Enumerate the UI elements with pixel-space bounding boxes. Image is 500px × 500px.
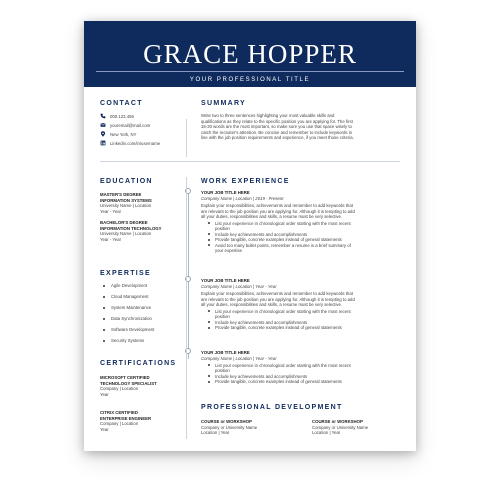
certification-detail: Company | Location [100, 386, 139, 391]
job-bullet-text: position [215, 368, 230, 373]
job-description: all your duties, responsibilities and skills, a resume must be very selective. [201, 214, 343, 219]
course-meta: Location | Year [201, 430, 230, 435]
job-bullet [208, 239, 210, 241]
job-description: all your duties, responsibilities and skills, a resume must be very selective. [201, 302, 343, 307]
professional-development-heading: PROFESSIONAL DEVELOPMENT [201, 404, 343, 411]
job-meta: Company Name | Location | Year - Year [201, 356, 277, 361]
expertise-item: System Maintenance [111, 305, 152, 310]
certification-detail: Year [100, 391, 109, 397]
job-meta: Company Name | Location | Year - Year [201, 284, 277, 289]
course-title: COURSE or WORKSHOP [201, 419, 252, 424]
resume-page [84, 21, 416, 451]
job-title: YOUR JOB TITLE HERE [201, 278, 250, 283]
job-description: are relevant to the job position you are applying for. Although it is tempting to add [201, 296, 355, 302]
course-org: Company or University Name [201, 424, 258, 430]
job-bullet [208, 364, 210, 366]
job-bullet-text: Provide tangible, concrete examples instead of general statements [215, 379, 342, 384]
degree-title: INFORMATION TECHNOLOGY [100, 225, 162, 231]
expertise-heading: EXPERTISE [100, 270, 151, 277]
linkedin-icon [100, 140, 106, 146]
certification-title: CITRIX CERTIFIED [100, 410, 138, 415]
job-bullet [208, 327, 210, 329]
expertise-item: Agile Development [111, 283, 148, 288]
contact-heading: CONTACT [100, 100, 143, 107]
header-divider [96, 71, 404, 72]
contact-phone[interactable]: 000.123.456 [110, 114, 134, 119]
job-bullet [208, 375, 210, 377]
certification-title: MICROSOFT CERTIFIED [100, 375, 150, 380]
professional-title: YOUR PROFESSIONAL TITLE [189, 77, 311, 83]
job-title: YOUR JOB TITLE HERE [201, 350, 250, 355]
expertise-bullet [103, 318, 105, 320]
certification-detail: Year [100, 426, 109, 432]
contact-email[interactable]: youremail@mail.com [110, 123, 151, 128]
certification-detail: Company | Location [100, 421, 139, 426]
contact-location: New York, NY [110, 132, 137, 137]
degree-detail: University Name | Location [100, 231, 152, 236]
summary-line: line with the job position requirements and experience, if you meet those criteria. [201, 135, 354, 140]
job-bullet-text: List your experience in chronological order starting with the most recent [215, 220, 351, 226]
job-description: Explain your responsibilities, achievements and remember to add keywords that [201, 203, 353, 208]
certifications-heading: CERTIFICATIONS [100, 360, 177, 367]
resume-header [84, 21, 416, 87]
course-meta: Location | Year [312, 430, 341, 435]
expertise-bullet [103, 307, 105, 309]
job-bullet-text: Provide tangible, concrete examples instead of general statements [215, 237, 342, 242]
job-bullet-text: List your experience in chronological order starting with the most recent [215, 308, 351, 314]
contact-linkedin[interactable]: Linkedin.com/in/username [110, 141, 161, 146]
job-bullet [208, 310, 210, 312]
job-bullet [208, 233, 210, 235]
job-bullet [208, 321, 210, 323]
degree-detail: Year - Year [100, 208, 122, 214]
expertise-item: Cloud Management [111, 294, 149, 299]
job-bullet-text: Include key achievements and accomplishments [215, 319, 308, 325]
job-bullet-text: position [215, 314, 230, 319]
certification-title: TECHNOLOGY SPECIALIST [100, 380, 157, 386]
degree-detail: University Name | Location [100, 203, 152, 208]
job-bullet-text: Include key achievements and accomplishments [215, 373, 308, 379]
job-bullet-text: Include key achievements and accomplishments [215, 231, 308, 237]
degree-detail: Year - Year [100, 236, 122, 242]
expertise-item: Security Systems [111, 338, 145, 343]
work-experience-heading: WORK EXPERIENCE [201, 178, 290, 185]
expertise-item: Software Development [111, 327, 155, 332]
degree-title: INFORMATION SYSTEMS [100, 197, 152, 203]
degree-title: MASTER'S DEGREE [100, 192, 142, 197]
summary-divider [186, 119, 187, 157]
course-org: Company or University Name [312, 424, 369, 430]
expertise-item: Data Synchronization [111, 316, 152, 321]
summary-line: catch the recruiter's attention. Be concise and remember to include keywords in [201, 129, 353, 135]
summary-heading: SUMMARY [201, 100, 247, 107]
job-bullet [208, 381, 210, 383]
expertise-bullet [103, 296, 105, 298]
job-bullet-text: your expertise [215, 248, 242, 253]
job-meta: Company Name | Location | 2019 - Present [201, 196, 284, 201]
expertise-bullet [103, 340, 105, 342]
job-bullet [208, 222, 210, 224]
job-bullet-text: position [215, 226, 230, 231]
job-bullet-text: Provide tangible, concrete examples instead of general statements [215, 325, 342, 330]
section-divider [100, 161, 400, 162]
course-title: COURSE or WORKSHOP [312, 419, 363, 424]
job-title: YOUR JOB TITLE HERE [201, 190, 250, 195]
education-heading: EDUCATION [100, 178, 153, 185]
work-timeline-line [188, 189, 189, 359]
degree-title: BACHELOR'S DEGREE [100, 220, 148, 225]
job-bullet-text: List your experience in chronological order starting with the most recent [215, 362, 351, 368]
expertise-bullet [103, 285, 105, 287]
expertise-bullet [103, 329, 105, 331]
job-description: are relevant to the job position you are applying for. Although it is tempting to add [201, 208, 355, 214]
job-bullet [208, 244, 210, 246]
summary-line: 15-20 words are the most important, so make sure you use that space wisely to [201, 124, 352, 129]
job-description: Explain your responsibilities, achievements and remember to add keywords that [201, 291, 353, 296]
email-icon [100, 122, 106, 128]
summary-line: qualifications as they relate to the specific position you are applying for. The first [201, 118, 353, 124]
summary-line: Write two to three sentences highlighting your most valuable skills and [201, 113, 335, 118]
certification-title: ENTERPRISE ENGINEER [100, 415, 152, 421]
job-bullet-text: Avoid too many bullet points, remember a resume is a brief summary of [215, 242, 351, 248]
phone-icon [100, 113, 106, 119]
candidate-name: GRACE HOPPER [143, 39, 357, 69]
column-divider [186, 177, 187, 439]
location-pin-icon [100, 131, 106, 137]
